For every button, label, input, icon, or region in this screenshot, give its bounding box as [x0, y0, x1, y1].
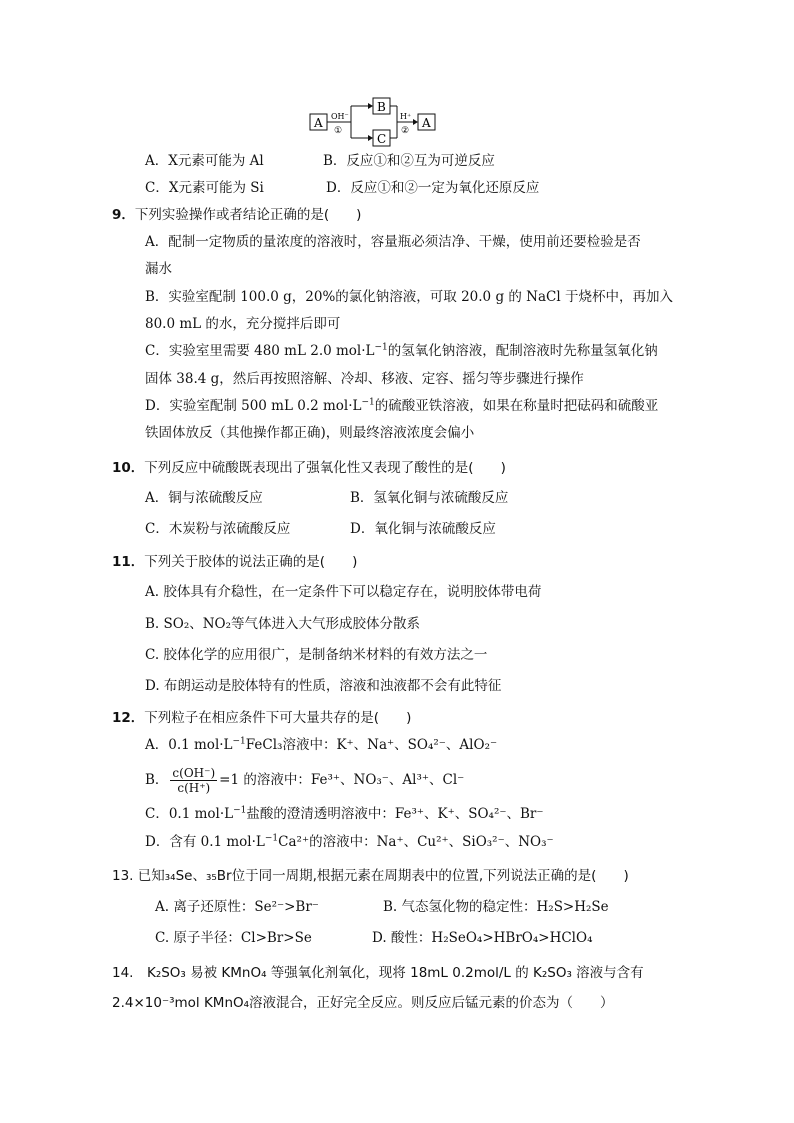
reagent-oh: OH⁻	[331, 112, 349, 121]
q13-option-c: C. 原子半径：Cl>Br>Se	[155, 930, 312, 946]
q13-option-a: A. 离子还原性：Se²⁻>Br⁻	[155, 899, 319, 915]
step-2: ②	[401, 126, 410, 136]
q9-option-b-line2: 80.0 mL 的水，充分搅拌后即可	[145, 316, 341, 332]
q9-c-post: 的氢氧化钠溶液，配制溶液时先称量氢氧化钠	[387, 343, 658, 359]
q12-option-b	[145, 766, 464, 795]
q12-a-post: FeCl₃溶液中：K⁺、Na⁺、SO₄²⁻、AlO₂⁻	[245, 737, 498, 753]
q9-c-exp: −1	[374, 342, 388, 353]
q11-stem-text: 下列关于胶体的说法正确的是( )	[144, 554, 358, 570]
step-1: ①	[334, 126, 343, 136]
q8-option-d: D．反应①和②一定为氧化还原反应	[326, 180, 540, 196]
q12-c-post: 盐酸的澄清透明溶液中：Fe³⁺、K⁺、SO₄²⁻、Br⁻	[246, 806, 544, 822]
q8-option-a: A．X元素可能为 Al	[145, 153, 264, 169]
q12-option-a	[145, 735, 497, 755]
q10-option-d: D．氧化铜与浓硫酸反应	[350, 521, 496, 537]
q12-a-exp: −1	[232, 736, 246, 747]
q12-d-post: Ca²⁺的溶液中：Na⁺、Cu²⁺、SiO₃²⁻、NO₃⁻	[278, 834, 554, 850]
q9-option-a-line2: 漏水	[145, 261, 172, 277]
label-a-right: A	[422, 116, 431, 130]
q9-stem	[112, 205, 361, 225]
reagent-h: H⁺	[400, 112, 412, 121]
q12-b-denominator: c(H⁺)	[177, 781, 211, 795]
q11-number: 11．	[112, 554, 145, 570]
q11-option-b: B. SO₂、NO₂等气体进入大气形成胶体分散系	[145, 616, 421, 632]
q12-d-pre: D．含有 0.1 mol·L	[145, 834, 265, 850]
q9-d-post: 的硫酸亚铁溶液，如果在称量时把砝码和硫酸亚	[374, 398, 659, 414]
reaction-diagram	[306, 97, 438, 149]
q11-option-a: A. 胶体具有介稳性，在一定条件下可以稳定存在，说明胶体带电荷	[145, 584, 542, 600]
q8-option-b: B．反应①和②互为可逆反应	[323, 153, 495, 169]
q9-option-d-line2: 铁固体放反（其他操作都正确)，则最终溶液浓度会偏小	[145, 425, 475, 441]
q12-d-exp: −1	[264, 833, 279, 844]
q10-stem	[112, 458, 506, 478]
q12-b-pre: B．	[145, 772, 169, 788]
q9-option-c-line1	[145, 341, 658, 361]
q12-number: 12．	[112, 710, 145, 726]
q12-b-fraction	[170, 766, 217, 795]
q9-option-d-line1	[145, 396, 658, 416]
q9-d-exp: −1	[361, 397, 375, 408]
label-b: B	[377, 100, 386, 114]
q9-c-pre: C．实验室里需要 480 mL 2.0 mol·L	[145, 343, 375, 359]
q11-stem	[112, 552, 357, 572]
label-c: C	[377, 132, 387, 146]
q13-stem: 13. 已知₃₄Se、₃₅Br位于同一周期,根据元素在周期表中的位置,下列说法正确的是( )	[112, 868, 629, 884]
q11-option-c: C. 胶体化学的应用很广，是制备纳米材料的有效方法之一	[145, 647, 488, 663]
q12-stem	[112, 708, 411, 728]
q10-option-c: C．木炭粉与浓硫酸反应	[145, 521, 291, 537]
q9-option-a-line1: A．配制一定物质的量浓度的溶液时，容量瓶必须洁净、干燥，使用前还要检验是否	[145, 234, 641, 250]
q12-b-post: =1 的溶液中：Fe³⁺、NO₃⁻、Al³⁺、Cl⁻	[219, 772, 465, 788]
q12-a-pre: A．0.1 mol·L	[145, 737, 233, 753]
q12-b-numerator: c(OH⁻)	[172, 766, 216, 780]
q10-option-a: A．铜与浓硫酸反应	[145, 490, 263, 506]
q12-c-exp: −1	[233, 805, 247, 816]
label-a-left: A	[314, 116, 323, 130]
q10-stem-text: 下列反应中硫酸既表现出了强氧化性又表现了酸性的是( )	[144, 460, 506, 476]
q9-option-c-line2: 固体 38.4 g，然后再按照溶解、冷却、移液、定容、摇匀等步骤进行操作	[145, 371, 584, 387]
q12-stem-text: 下列粒子在相应条件下可大量共存的是( )	[144, 710, 412, 726]
q10-option-b: B．氢氧化铜与浓硫酸反应	[350, 490, 509, 506]
q9-option-b-line1: B．实验室配制 100.0 g，20%的氯化钠溶液，可取 20.0 g 的 NaCl 于烧杯中，再加入	[145, 289, 673, 305]
q13-option-d: D. 酸性：H₂SeO₄>HBrO₄>HClO₄	[372, 930, 593, 946]
q14-line2: 2.4×10⁻³mol KMnO₄溶液混合，正好完全反应。则反应后锰元素的价态为（ ）	[112, 995, 614, 1011]
q9-stem-text: 下列实验操作或者结论正确的是( )	[134, 207, 362, 223]
q11-option-d: D. 布朗运动是胶体特有的性质，溶液和浊液都不会有此特征	[145, 678, 502, 694]
q10-number: 10．	[112, 460, 145, 476]
q9-number: 9．	[112, 207, 135, 223]
q12-c-pre: C．0.1 mol·L	[145, 806, 234, 822]
q9-d-pre: D．实验室配制 500 mL 0.2 mol·L	[145, 398, 362, 414]
q8-option-c: C．X元素可能为 Si	[145, 180, 264, 196]
q14-line1: 14. K₂SO₃ 易被 KMnO₄ 等强氧化剂氧化，现将 18mL 0.2mol/L 的 K₂SO₃ 溶液与含有	[112, 965, 644, 981]
q12-option-c	[145, 804, 544, 824]
q13-option-b: B. 气态氢化物的稳定性：H₂S>H₂Se	[383, 899, 609, 915]
q12-option-d	[145, 832, 554, 852]
